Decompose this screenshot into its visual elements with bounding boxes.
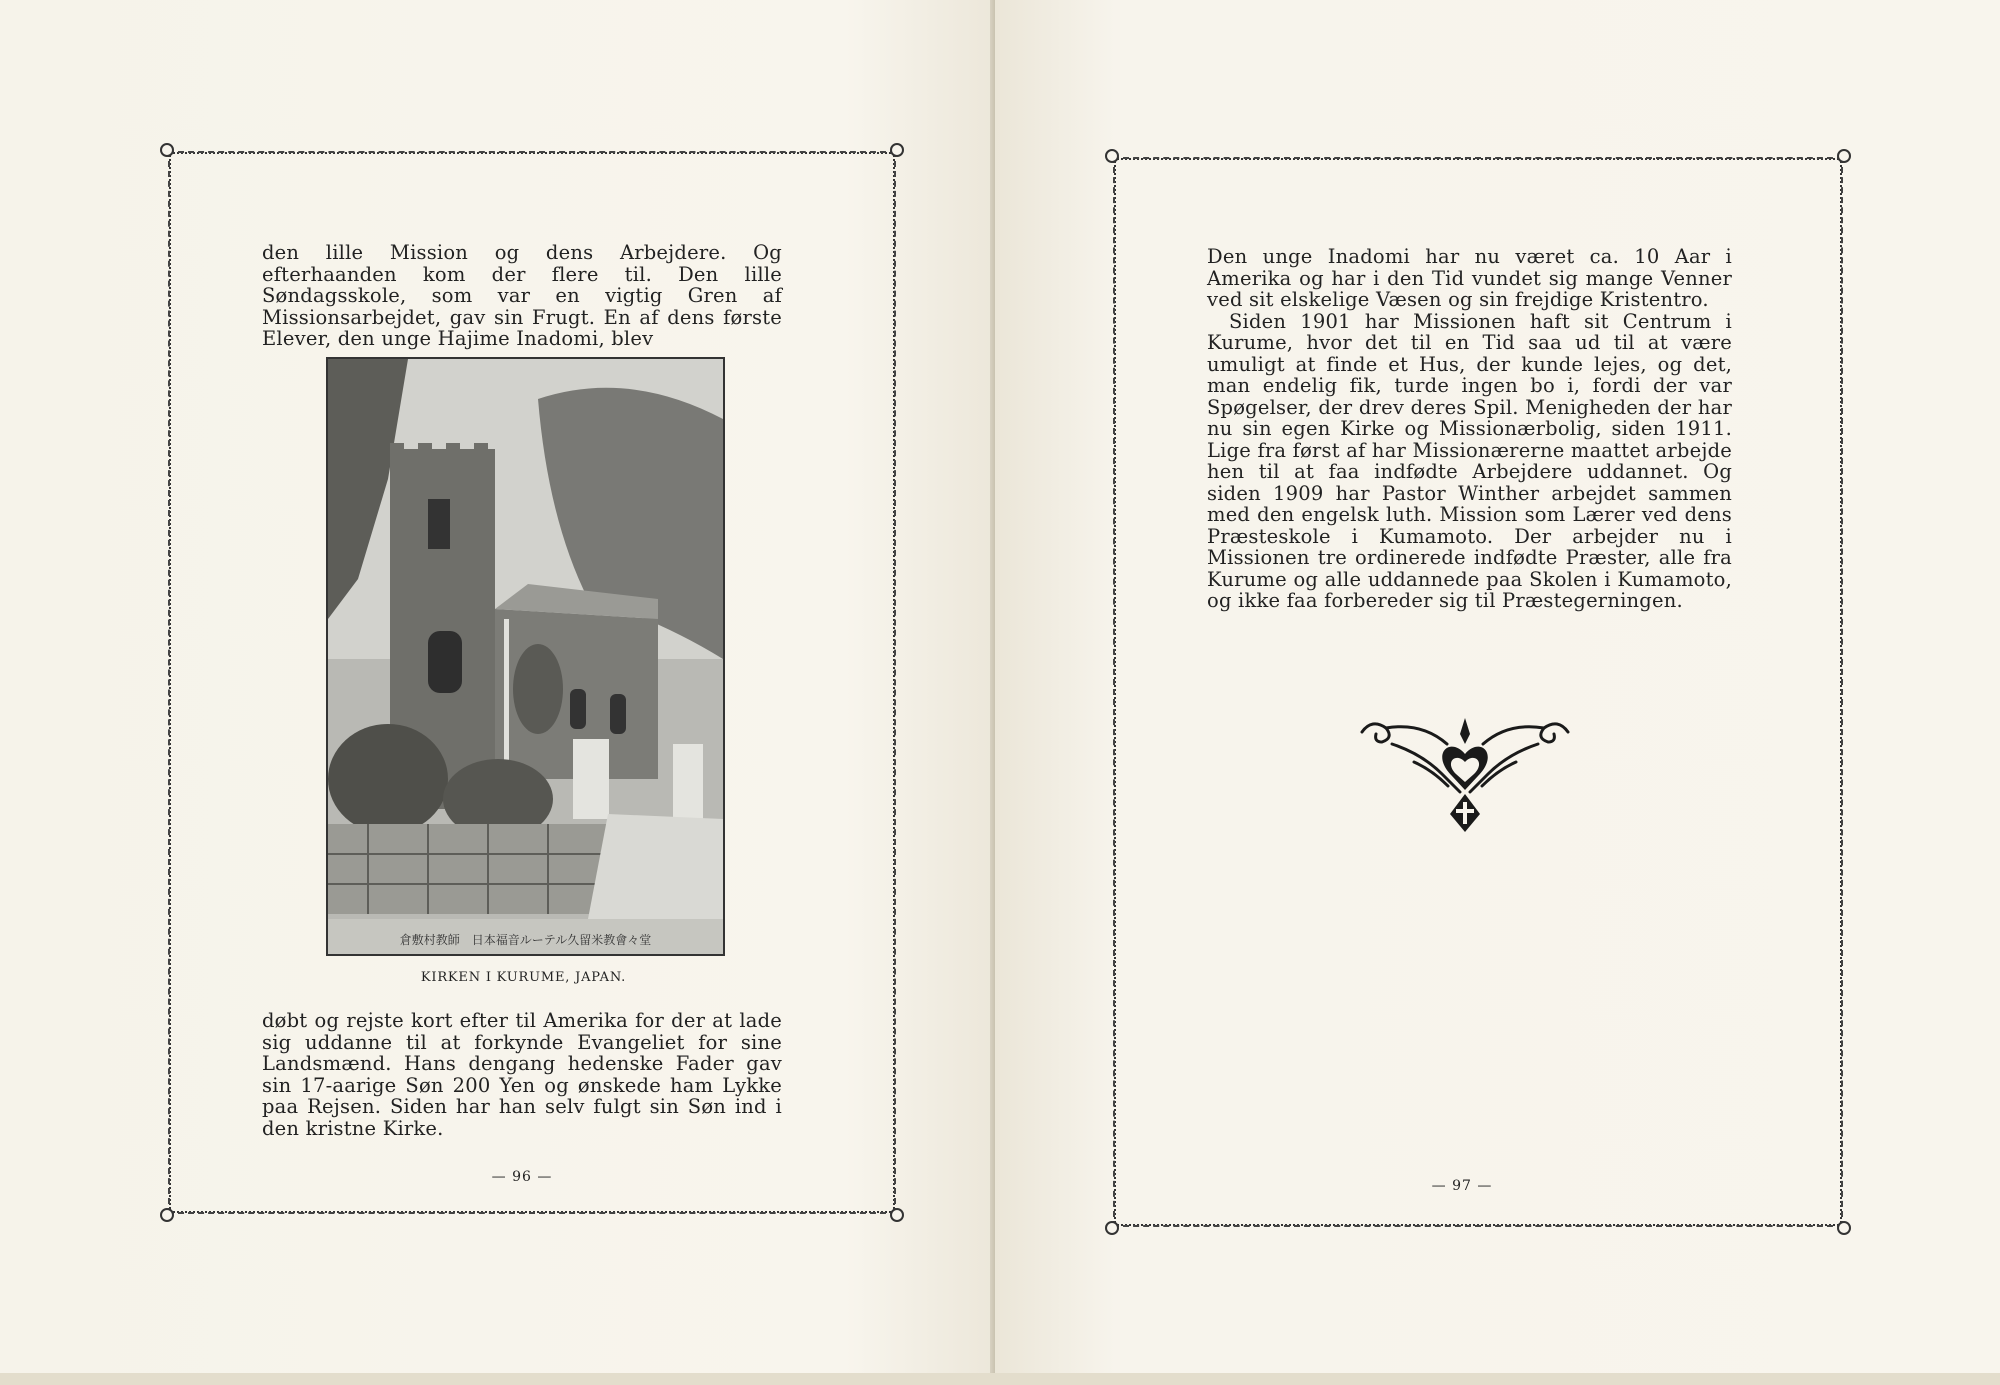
- corner-icon: [1105, 1221, 1119, 1235]
- corner-icon: [160, 143, 174, 157]
- left-paragraph-bottom: døbt og rejste kort efter til Amerika for der at lade sig uddanne til at forkynde Evangeliet for sine Landsmænd. Hans dengang hedenske Fader gav sin 17-aarige Søn 200 Yen og ønskede ham Lykke paa Rejsen. Siden har han selv fulgt sin Søn ind i den kristne Kirke.: [262, 1009, 782, 1140]
- right-paragraph-1: Den unge Inadomi har nu været ca. 10 Aar i Amerika og har i den Tid vundet sig mange Venner ved sit elskelige Væsen og sin frejdige Kristentro.: [1207, 245, 1732, 311]
- page-number: — 97 —: [1431, 1178, 1493, 1194]
- page-bottom-edge: [0, 1373, 2000, 1385]
- photo-caption: KIRKEN I KURUME, JAPAN.: [420, 970, 627, 985]
- church-photo: [326, 357, 725, 956]
- corner-icon: [160, 1208, 174, 1222]
- left-page: [0, 0, 995, 1385]
- heart-scroll-ornament-icon: [1352, 714, 1578, 834]
- right-paragraphs: [1207, 246, 1732, 612]
- corner-icon: [1105, 149, 1119, 163]
- photo-inscription: 倉敷村教師 日本福音ルーテル久留米教會々堂: [399, 933, 652, 947]
- corner-icon: [1837, 1221, 1851, 1235]
- corner-icon: [890, 1208, 904, 1222]
- right-paragraph-2: Siden 1901 har Missionen haft sit Centrum i Kurume, hvor det til en Tid saa ud til at være umuligt at finde et Hus, der kunde lejes, og det, man endelig fik, turde ingen bo i, fordi der var Spøgelser, der drev deres Spil. Menigheden der har nu sin egen Kirke og Missionærbolig, siden 1911. Lige fra først af har Missionærerne maattet arbejde hen til at faa indfødte Arbejdere uddannet. Og siden 1909 har Pastor Winther arbejdet sammen med den engelsk luth. Mission som Lærer ved dens Præsteskole i Kumamoto. Der arbejder nu i Missionen tre ordinerede indfødte Præster, alle fra Kurume og alle uddannede paa Skolen i Kumamoto, og ikke faa forbereder sig til Præstegerningen.: [1207, 309, 1732, 612]
- page-number: — 96 —: [491, 1169, 553, 1185]
- left-paragraph-top: den lille Mission og dens Arbejdere. Og efterhaanden kom der flere til. Den lille Søndagsskole, som var en vigtig Gren af Missionsarbejdet, gav sin Frugt. En af dens første Elever, den unge Hajime Inadomi, blev: [262, 241, 782, 350]
- corner-icon: [890, 143, 904, 157]
- corner-icon: [1837, 149, 1851, 163]
